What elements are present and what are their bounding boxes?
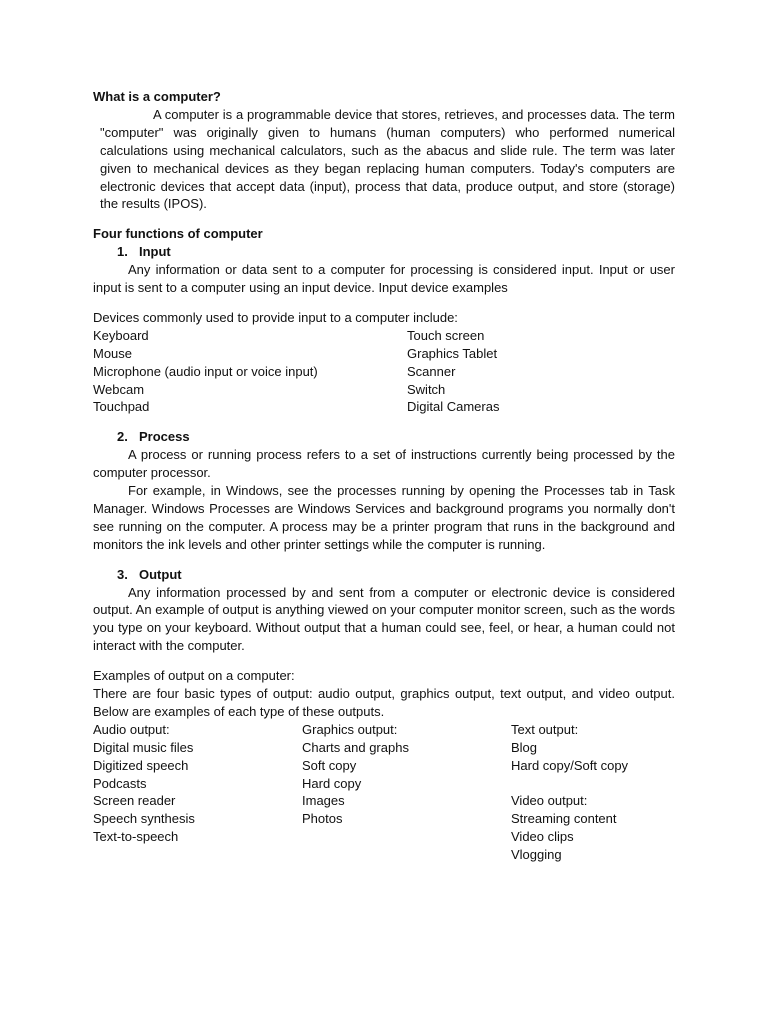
device-item: Webcam xyxy=(93,381,145,397)
output-item: Hard copy xyxy=(302,775,362,791)
graphics-output-column xyxy=(302,721,511,864)
device-item: Graphics Tablet xyxy=(407,345,498,361)
output-item: Video output: xyxy=(511,793,588,809)
output-item: Hard copy/Soft copy xyxy=(511,757,629,773)
device-item: Digital Cameras xyxy=(407,399,500,415)
devices-left-column xyxy=(93,327,407,416)
output-item: Text output: xyxy=(511,721,579,737)
output-examples-text: There are four basic types of output: audio output, graphics output, text output, and video output. Below are examples of each type of these outputs. xyxy=(93,686,675,720)
output-types-table xyxy=(93,721,675,864)
heading-what-is-computer: What is a computer? xyxy=(93,89,221,104)
output-examples-intro: Examples of output on a computer: xyxy=(93,668,295,684)
output-item: Speech synthesis xyxy=(93,811,195,827)
output-item-spacer xyxy=(511,775,720,793)
list-number: 1. xyxy=(117,244,128,260)
list-title: Process xyxy=(139,429,190,445)
process-paragraph-2: For example, in Windows, see the processes running by opening the Processes tab in Task Manager. Windows Processes are Windows Services and background programs you normally don't see running on the computer. A process may be a printer program that runs in the background and monitors the ink levels and other printer settings while the computer is running. xyxy=(93,483,675,552)
devices-intro: Devices commonly used to provide input to a computer include: xyxy=(93,309,458,325)
device-item: Keyboard xyxy=(93,327,149,343)
device-item: Switch xyxy=(407,381,446,397)
device-item: Touch screen xyxy=(407,327,485,343)
output-item: Images xyxy=(302,793,345,809)
text-video-output-column xyxy=(511,721,720,864)
list-number: 3. xyxy=(117,566,128,582)
intro-block xyxy=(93,106,675,213)
output-item: Vlogging xyxy=(511,847,562,863)
output-item: Graphics output: xyxy=(302,721,398,737)
devices-right-column xyxy=(407,327,499,416)
output-item: Photos xyxy=(302,811,343,827)
list-item-input xyxy=(117,243,675,261)
device-item: Mouse xyxy=(93,345,133,361)
output-item: Streaming content xyxy=(511,811,617,827)
device-item: Touchpad xyxy=(93,399,150,415)
output-item: Charts and graphs xyxy=(302,739,409,755)
output-item: Soft copy xyxy=(302,757,357,773)
output-paragraph: Any information processed by and sent from a computer or electronic device is considered output. An example of output is anything viewed on your computer monitor screen, such as the words you type on your keyboard. Without output that a human could see, feel, or hear, a human could not interact with the computer. xyxy=(93,584,675,654)
device-item: Scanner xyxy=(407,363,456,379)
output-item: Podcasts xyxy=(93,775,147,791)
intro-paragraph: A computer is a programmable device that stores, retrieves, and processes data. The term "computer" was originally given to humans (human computers) who performed numerical calculations using mechanical calculators, such as the abacus and slide rule. The term was later given to mechanical devices as they began replacing human computers. Today's computers are electronic devices that accept data (input), process that data, produce output, and store (storage) the results (IPOS). xyxy=(100,106,675,212)
output-item: Digitized speech xyxy=(93,757,189,773)
list-title: Output xyxy=(139,566,182,582)
list-item-process xyxy=(117,428,675,446)
input-paragraph: Any information or data sent to a computer for processing is considered input. Input or user input is sent to a computer using an input device. Input device examples xyxy=(93,262,675,296)
heading-four-functions: Four functions of computer xyxy=(93,226,263,242)
list-number: 2. xyxy=(117,429,128,445)
output-item: Screen reader xyxy=(93,793,176,809)
output-item: Blog xyxy=(511,739,538,755)
output-item: Digital music files xyxy=(93,739,194,755)
document-page xyxy=(93,88,675,864)
input-devices-table xyxy=(93,327,675,416)
list-item-output xyxy=(117,566,675,584)
output-item: Text-to-speech xyxy=(93,829,179,845)
audio-output-column xyxy=(93,721,302,864)
output-item: Video clips xyxy=(511,829,574,845)
output-item: Audio output: xyxy=(93,721,170,737)
device-item: Microphone (audio input or voice input) xyxy=(93,363,318,379)
process-paragraph-1: A process or running process refers to a set of instructions currently being processed by the computer processor. xyxy=(93,447,675,481)
list-title: Input xyxy=(139,244,171,260)
